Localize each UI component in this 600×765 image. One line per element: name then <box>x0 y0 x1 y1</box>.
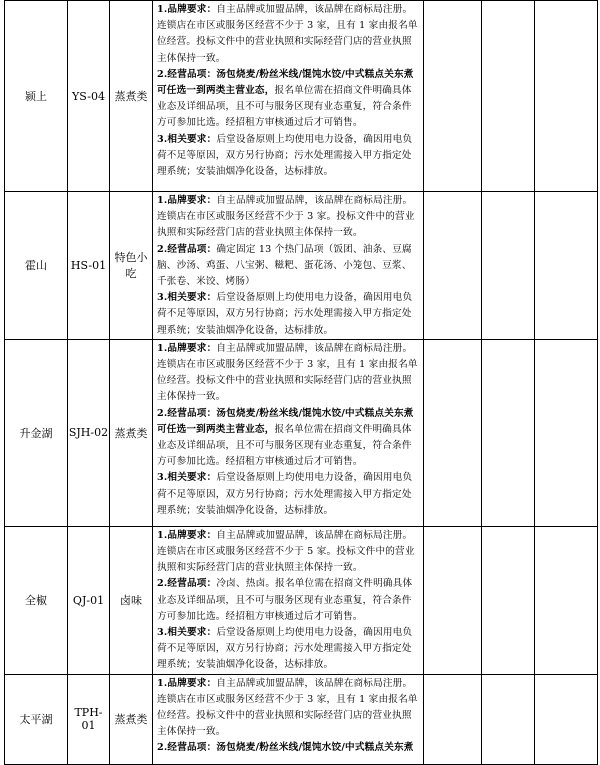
brand-requirement <box>157 341 420 406</box>
location-cell: 升金湖 <box>5 339 68 526</box>
table-row <box>5 192 598 340</box>
location-cell: 太平湖 <box>5 674 68 764</box>
blank-cell-2 <box>482 339 535 526</box>
brand-requirement-brand-text: 自主品牌或加盟品牌，该品牌在商标局注册。连锁店在市区或服务区经营不少于 3 家，且有 1 家由报名单位经营。投标文件中的营业执照和实际经营门店的营业执照主体保持一致。 <box>157 4 418 64</box>
operation-items <box>157 406 420 471</box>
operation-items-ops-text: 报名单位需在招商文件明确具体业态及详细品项，且不可与服务区现有业态重复，符合条件方可参加比选。经招租方审核通过后才可销售。 <box>157 423 412 468</box>
brand-requirement-brand-text: 自主品牌或加盟品牌，该品牌在商标局注册。连锁店在市区或服务区经营不少于 5 家。投标文件中的营业执照和实际经营门店的营业执照主体保持一致。 <box>157 529 415 574</box>
requirements-cell <box>153 526 424 674</box>
location-cell: 颍上 <box>5 1 68 192</box>
brand-requirement-brand-title: 1.品牌要求： <box>157 4 217 15</box>
code-cell: YS-04 <box>68 1 110 192</box>
category-cell: 蒸煮类 <box>110 1 153 192</box>
brand-requirement <box>157 2 420 67</box>
requirements-cell <box>153 339 424 526</box>
category-cell: 蒸煮类 <box>110 674 153 764</box>
table-row <box>5 1 598 192</box>
blank-cell-2 <box>482 192 535 340</box>
operation-items-ops-bold: 汤包烧麦/粉丝米线/馄饨水饺/中式糕点关东煮可任选一到两类主营业态， <box>157 407 414 435</box>
related-requirement-rel-title: 3.相关要求： <box>157 627 217 639</box>
operation-items-ops-text: 报名单位需在招商文件明确具体业态及详细品项，且不可与服务区现有业态重复，符合条件方可参加比选。经招租方审核通过后才可销售。 <box>157 85 412 129</box>
related-requirement <box>157 132 420 181</box>
brand-requirement-brand-title: 1.品牌要求： <box>157 677 217 689</box>
related-requirement-rel-text: 后堂设备原则上均使用电力设备，确因用电负荷不足等原因，双方另行协商；污水处理需接入甲方指定处理系统；安装油烟净化设备，达标排放。 <box>157 627 413 671</box>
blank-cell-1 <box>424 1 482 192</box>
table-body <box>5 1 598 765</box>
operation-items-ops-title: 2.经营品项： <box>157 578 217 590</box>
brand-requirement-brand-title: 1.品牌要求： <box>157 529 217 541</box>
code-cell: SJH-02 <box>68 339 110 526</box>
operation-items <box>157 576 420 625</box>
table-row <box>5 339 598 526</box>
blank-cell-1 <box>424 192 482 340</box>
code-cell: TPH-01 <box>68 674 110 764</box>
blank-cell-1 <box>424 526 482 674</box>
category-cell: 特色小吃 <box>110 192 153 340</box>
brand-requirement-brand-text: 自主品牌或加盟品牌，该品牌在商标局注册。连锁店在市区或服务区经营不少于 3 家，且有 1 家由报名单位经营。投标文件中的营业执照和实际经营门店的营业执照主体保持一致。 <box>157 677 418 738</box>
related-requirement-rel-text: 后堂设备原则上均使用电力设备，确因用电负荷不足等原因，双方另行协商；污水处理需接入甲方指定处理系统；安装油烟净化设备，达标排放。 <box>157 133 413 178</box>
related-requirement <box>157 290 420 339</box>
blank-cell-3 <box>535 339 598 526</box>
blank-cell-3 <box>535 1 598 192</box>
brand-requirement <box>157 193 420 242</box>
brand-requirement <box>157 528 420 577</box>
brand-requirement-brand-text: 自主品牌或加盟品牌，该品牌在商标局注册。连锁店在市区或服务区经营不少于 3 家。投标文件中的营业执照和实际经营门店的营业执照主体保持一致。 <box>157 195 415 239</box>
related-requirement-rel-text: 后堂设备原则上均使用电力设备，确因用电负荷不足等原因，双方另行协商；污水处理需接入甲方指定处理系统；安装油烟净化设备，达标排放。 <box>157 472 413 516</box>
operation-items-ops-title: 2.经营品项： <box>157 407 217 419</box>
operation-items-ops-bold: 汤包烧麦/粉丝米线/馄饨水饺/中式糕点关东煮可任选一到两类主营业态， <box>157 68 414 97</box>
table-row <box>5 526 598 674</box>
operation-items <box>157 67 420 132</box>
location-cell: 全椒 <box>5 526 68 674</box>
requirements-cell <box>153 192 424 340</box>
blank-cell-3 <box>535 192 598 340</box>
related-requirement-rel-text: 后堂设备原则上均使用电力设备，确因用电负荷不足等原因，双方另行协商；污水处理需接入甲方指定处理系统；安装油烟净化设备，达标排放。 <box>157 292 413 336</box>
category-cell: 蒸煮类 <box>110 339 153 526</box>
operation-items-ops-title: 2.经营品项： <box>157 243 217 255</box>
brand-requirement <box>157 676 420 741</box>
location-cell: 霍山 <box>5 192 68 340</box>
operation-items <box>157 242 420 291</box>
blank-cell-2 <box>482 526 535 674</box>
related-requirement-rel-title: 3.相关要求： <box>157 133 217 145</box>
code-cell: QJ-01 <box>68 526 110 674</box>
blank-cell-2 <box>482 674 535 764</box>
related-requirement <box>157 625 420 674</box>
table-row <box>5 674 598 764</box>
related-requirement-rel-title: 3.相关要求： <box>157 472 217 484</box>
blank-cell-3 <box>535 674 598 764</box>
operation-items-ops-title: 2.经营品项： <box>157 68 217 80</box>
tender-requirements-table <box>4 0 598 765</box>
category-cell: 卤味 <box>110 526 153 674</box>
brand-requirement-brand-title: 1.品牌要求： <box>157 195 217 206</box>
blank-cell-2 <box>482 1 535 192</box>
blank-cell-1 <box>424 339 482 526</box>
blank-cell-1 <box>424 674 482 764</box>
operation-items-ops-text: 确定固定 13 个热门品项（饭团、油条、豆腐脑、沙汤、鸡蛋、八宝粥、糍粑、蛋花汤、小笼包、豆浆、千张卷、米饺、烤肠） <box>157 243 412 288</box>
related-requirement <box>157 470 420 519</box>
code-cell: HS-01 <box>68 192 110 340</box>
brand-requirement-brand-title: 1.品牌要求： <box>157 342 217 354</box>
related-requirement-rel-title: 3.相关要求： <box>157 292 217 304</box>
operation-items-ops-text: 冷卤、热卤。报名单位需在招商文件明确具体业态及详细品项，且不可与服务区现有业态重复，符合条件方可参加比选。经招租方审核通过后才可销售。 <box>157 578 413 622</box>
blank-cell-3 <box>535 526 598 674</box>
operation-items-ops-title: 2.经营品项： <box>157 742 217 754</box>
brand-requirement-brand-text: 自主品牌或加盟品牌，该品牌在商标局注册。连锁店在市区或服务区经营不少于 3 家，且有 1 家由报名单位经营。投标文件中的营业执照和实际经营门店的营业执照主体保持一致。 <box>157 342 418 403</box>
requirements-cell <box>153 674 424 764</box>
operation-items <box>157 740 420 756</box>
requirements-cell <box>153 1 424 192</box>
operation-items-ops-bold: 汤包烧麦/粉丝米线/馄饨水饺/中式糕点关东煮 <box>216 742 414 754</box>
